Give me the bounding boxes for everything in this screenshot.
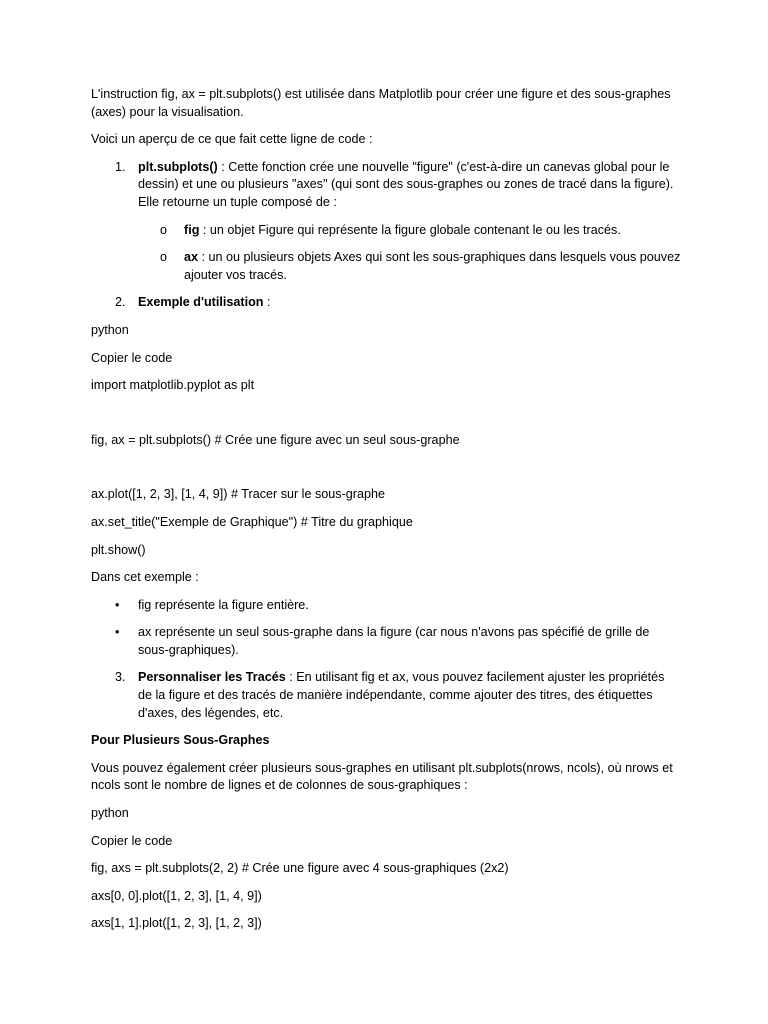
sub-bullet-marker: o [160, 250, 168, 265]
numbered-item-2 [91, 294, 681, 312]
item-term: Personnaliser les Tracés [138, 670, 286, 685]
intro-paragraph: L'instruction fig, ax = plt.subplots() est utilisée dans Matplotlib pour créer une figure et des sous-graphes (axes) pour la visualisation. [91, 87, 671, 119]
bullet-marker: • [115, 597, 120, 612]
sub-item-ax [91, 249, 681, 284]
code-line: axs[1, 1].plot([1, 2, 3], [1, 2, 3]) [91, 916, 262, 931]
code-language-label: python [91, 322, 129, 337]
code-line: axs[0, 0].plot([1, 2, 3], [1, 4, 9]) [91, 888, 262, 903]
item-term: plt.subplots() [138, 159, 218, 174]
bullet-text: fig représente la figure entière. [138, 597, 309, 612]
sub-item-text: : un objet Figure qui représente la figure globale contenant le ou les tracés. [199, 222, 621, 237]
code-line: fig, ax = plt.subplots() # Crée une figure avec un seul sous-graphe [91, 432, 460, 447]
item-text: : En utilisant fig et ax, vous pouvez facilement ajuster les propriétés de la figure et des tracés de manière indépendante, comme ajouter des titres, des étiquettes d'axes, des légendes, etc. [138, 670, 665, 720]
numbered-item-3 [91, 669, 681, 722]
section-paragraph: Vous pouvez également créer plusieurs sous-graphes en utilisant plt.subplots(nrows, ncols), où nrows et ncols sont le nombre de lignes et de colonnes de sous-graphiques : [91, 760, 673, 793]
section-title [91, 732, 681, 750]
overview-paragraph: Voici un aperçu de ce que fait cette ligne de code : [91, 132, 373, 147]
item-number: 2. [115, 295, 126, 310]
sub-item-text: : un ou plusieurs objets Axes qui sont les sous-graphiques dans lesquels vous pouvez ajouter vos tracés. [184, 250, 681, 282]
item-number: 3. [115, 670, 126, 685]
bullet-text: ax représente un seul sous-graphe dans la figure (car nous n'avons pas spécifié de grille de sous-graphiques). [138, 625, 650, 657]
blank-line [91, 459, 681, 486]
item-text: : [263, 295, 271, 310]
code-line: fig, axs = plt.subplots(2, 2) # Crée une figure avec 4 sous-graphiques (2x2) [91, 861, 509, 876]
section-title-text: Pour Plusieurs Sous-Graphes [91, 733, 270, 748]
sub-bullet-marker: o [160, 222, 168, 237]
code-language-label: python [91, 806, 129, 821]
item-term: Exemple d'utilisation [138, 295, 264, 310]
code-line: ax.plot([1, 2, 3], [1, 4, 9]) # Tracer sur le sous-graphe [91, 487, 385, 502]
sub-item-term: ax [184, 250, 199, 265]
sub-item-term: fig [184, 222, 200, 237]
document-page [91, 86, 681, 943]
numbered-item-1 [91, 159, 681, 212]
copy-code-button[interactable]: Copier le code [91, 833, 173, 848]
copy-code-button[interactable]: Copier le code [91, 350, 173, 365]
item-number: 1. [115, 159, 126, 174]
item-text: : Cette fonction crée une nouvelle "figure" (c'est-à-dire un canevas global pour le dessin) et une ou plusieurs "axes" (qui sont des sous-graphes ou zones de tracé dans la figure). Elle retourne un tuple composé de : [138, 159, 674, 209]
bullet-item [91, 597, 681, 615]
sub-item-fig [91, 222, 681, 240]
bullet-marker: • [115, 625, 120, 640]
code-line: plt.show() [91, 542, 146, 557]
example-intro: Dans cet exemple : [91, 570, 199, 585]
bullet-item [91, 624, 681, 659]
code-line: import matplotlib.pyplot as plt [91, 378, 255, 393]
code-line: ax.set_title("Exemple de Graphique") # Titre du graphique [91, 514, 413, 529]
blank-line [91, 405, 681, 432]
